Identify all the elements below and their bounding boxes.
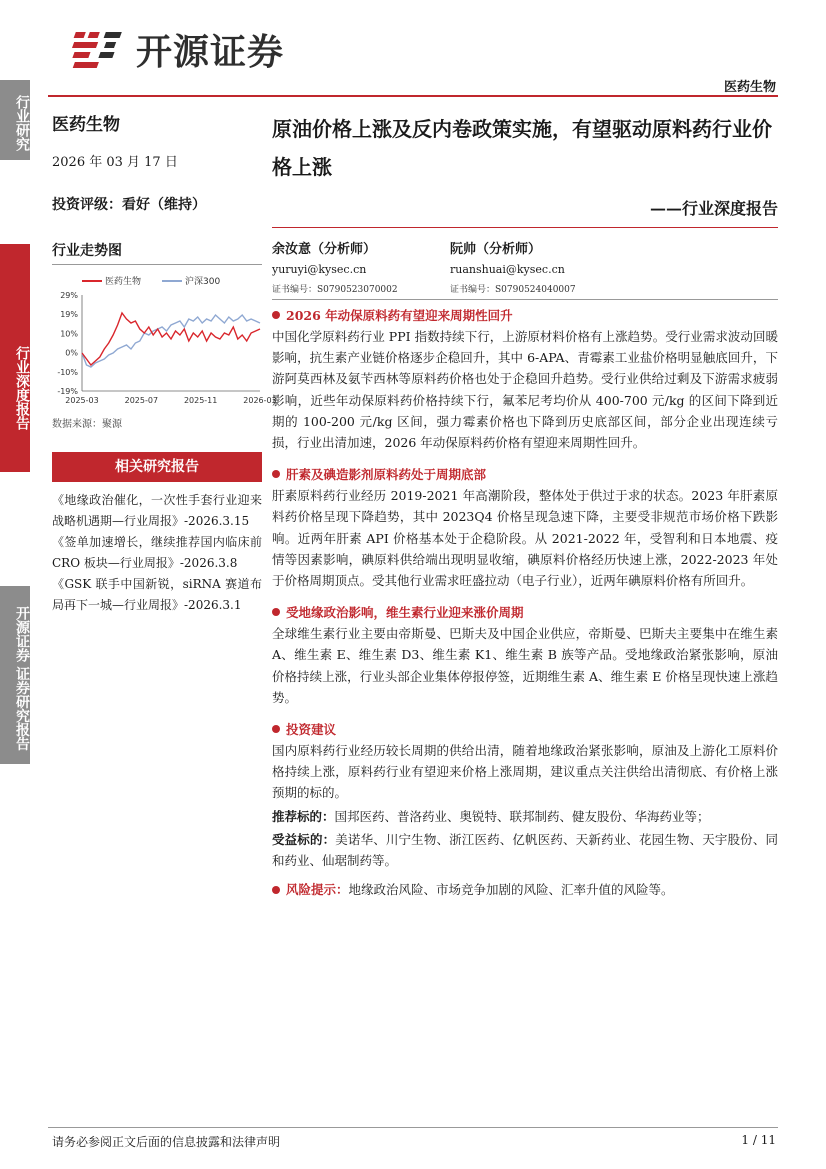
related-reports-list xyxy=(52,490,262,616)
risk-text: 地缘政治风险、市场竞争加剧的风险、汇率升值的风险等。 xyxy=(348,882,674,898)
company-logo xyxy=(74,26,284,72)
benefit-line xyxy=(272,829,778,871)
analyst-card xyxy=(450,238,628,295)
footer-rule xyxy=(48,1127,778,1128)
section-heading-text: 2026 年动保原料药有望迎来周期性回升 xyxy=(286,308,513,323)
trend-chart xyxy=(52,273,277,409)
y-tick-label: 0% xyxy=(65,348,78,358)
risk-label: 风险提示： xyxy=(286,882,349,898)
report-title: 原油价格上涨及反内卷政策实施，有望驱动原料药行业价格上涨 xyxy=(272,117,772,179)
section-heading xyxy=(272,465,778,483)
bullet-icon xyxy=(272,311,280,319)
main-content xyxy=(272,110,778,900)
bullet-icon xyxy=(272,725,280,733)
related-report-link[interactable]: 《GSK 联手中国新锐，siRNA 赛道布局再下一城—行业周报》-2026.3.1 xyxy=(52,577,262,612)
related-reports-title: 相关研究报告 xyxy=(52,452,262,482)
y-tick-label: 10% xyxy=(60,329,78,339)
section-body: 肝素原料药行业经历 2019-2021 年高潮阶段，整体处于供过于求的状态。2023 年肝素原料药价格呈现下降趋势，其中 2023Q4 价格呈现急速下降，主要受非规范市场价格下跌影响。近两年肝素 API 价格基本处于企稳阶段。从 2021-2022 年，受智利和日本地震、疫情等因素影响，碘原料供给端出现明显收缩，碘原料价格经历快速上涨，2022-2023 年处于价格周期顶点。受其他行业需求旺盛拉动（电子行业），近两年碘原料价格有所回升。 xyxy=(272,488,778,589)
analyst-divider xyxy=(272,299,778,300)
section-heading xyxy=(272,306,778,324)
y-tick-label: 19% xyxy=(60,310,78,320)
related-report-link[interactable]: 《签单加速增长，继续推荐国内临床前 CRO 板块—行业周报》-2026.3.8 xyxy=(52,535,262,570)
related-report-link[interactable]: 《地缘政治催化，一次性手套行业迎来战略机遇期—行业周报》-2026.3.15 xyxy=(52,493,262,528)
legend-label: 沪深300 xyxy=(185,277,221,287)
header-rule xyxy=(48,95,778,97)
analyst-cert: 证书编号：S0790523070002 xyxy=(272,285,398,295)
benefit-stocks: 美诺华、川宁生物、浙江医药、亿帆医药、天新药业、花园生物、天宇股份、同和药业、仙琚制药等。 xyxy=(272,831,778,869)
x-tick-label: 2025-07 xyxy=(124,396,159,405)
recommend-stocks: 国邦医药、普洛药业、奥锐特、联邦制药、健友股份、华海药业等； xyxy=(334,808,710,824)
left-column xyxy=(52,110,277,616)
section-heading xyxy=(272,603,778,621)
benefit-label: 受益标的： xyxy=(272,831,336,847)
x-tick-label: 2025-11 xyxy=(183,396,218,405)
page-number: 1 / 11 xyxy=(741,1133,776,1147)
analyst-email[interactable]: ruanshuai@kysec.cn xyxy=(450,263,565,276)
section-heading-text: 肝素及碘造影剂原料药处于周期底部 xyxy=(286,467,487,483)
section-body: 全球维生素行业主要由帝斯曼、巴斯夫及中国企业供应，帝斯曼、巴斯夫主要集中在维生素 A、维生素 E、维生素 D3、维生素 K1、维生素 B 族等产品。受地缘政治紧张影响，原油价格持续上涨，行业头部企业集体停报停签，近期维生素 A、维生素 E 价格呈现快速上涨趋势。 xyxy=(272,626,778,705)
report-date: 2026 年 03 月 17 日 xyxy=(52,155,178,170)
y-tick-label: -10% xyxy=(57,367,78,377)
side-tab-industry-research: 行业研究 xyxy=(0,80,30,160)
y-tick-label: 29% xyxy=(60,291,78,300)
recommend-label: 推荐标的： xyxy=(272,808,335,824)
section-heading-text: 受地缘政治影响，维生素行业迎来涨价周期 xyxy=(286,605,524,621)
section-heading xyxy=(272,720,778,738)
logo-mark-icon xyxy=(74,26,130,72)
side-tab-securities-report: 开源证券 证券研究报告 xyxy=(0,586,30,764)
x-tick-label: 2025-03 xyxy=(65,396,99,405)
side-tab-report-type: 行业深度报告 xyxy=(0,244,30,472)
bullet-icon xyxy=(272,470,280,478)
section-body: 国内原料药行业经历较长周期的供给出清，随着地缘政治紧张影响，原油及上游化工原料价格持续上涨，原料药行业有望迎来价格上涨周期，建议重点关注供给出清彻底、有价格上涨预期的标的。 xyxy=(272,743,778,801)
analyst-name: 阮帅（分析师） xyxy=(450,242,542,257)
trend-chart-title: 行业走势图 xyxy=(52,240,262,265)
analyst-email[interactable]: yuruyi@kysec.cn xyxy=(272,263,367,276)
bullet-icon xyxy=(272,886,280,894)
section-body: 中国化学原料药行业 PPI 指数持续下行，上游原材料价格有上涨趋势。受行业需求波动回暖影响，抗生素产业链价格逐步企稳回升，其中 6-APA、青霉素工业盐价格明显触底回升，下游阿莫西林及氨苄西林等原料药价格也处于企稳回升趋势。受行业供给过剩及下游需求疲弱影响，近些年动保原料药价格持续下行，氟苯尼考均价从 400-700 元/kg 的区间下降到近期的 100-200 元/kg 区间，强力霉素价格也下降到历史底部区间，部分企业出现连续亏损，行业出清加速，2026 年动保原料药价格有望迎来周期性回升。 xyxy=(272,329,778,451)
analyst-card xyxy=(272,238,450,295)
bullet-icon xyxy=(272,608,280,616)
analysts xyxy=(272,238,778,295)
analyst-cert: 证书编号：S0790524040007 xyxy=(450,285,576,295)
data-source: 数据来源：聚源 xyxy=(52,419,122,430)
brand-name: 开源证券 xyxy=(136,31,285,73)
report-type: ——行业深度报告 xyxy=(272,196,778,228)
recommend-line xyxy=(272,806,778,827)
y-tick-label: -19% xyxy=(57,387,78,396)
trend-chart-svg xyxy=(52,273,277,409)
series-line xyxy=(82,315,260,367)
header-sector: 医药生物 xyxy=(723,80,776,95)
section-heading-text: 投资建议 xyxy=(286,722,337,738)
analyst-name: 余汝意（分析师） xyxy=(272,242,377,257)
investment-rating: 投资评级：看好（维持） xyxy=(52,197,206,213)
legend-label: 医药生物 xyxy=(105,277,142,287)
sector-name: 医药生物 xyxy=(52,115,120,135)
risk-line xyxy=(272,879,778,900)
footer-disclaimer[interactable]: 请务必参阅正文后面的信息披露和法律声明 xyxy=(52,1135,281,1149)
x-tick-label: 2026-03 xyxy=(243,396,277,405)
